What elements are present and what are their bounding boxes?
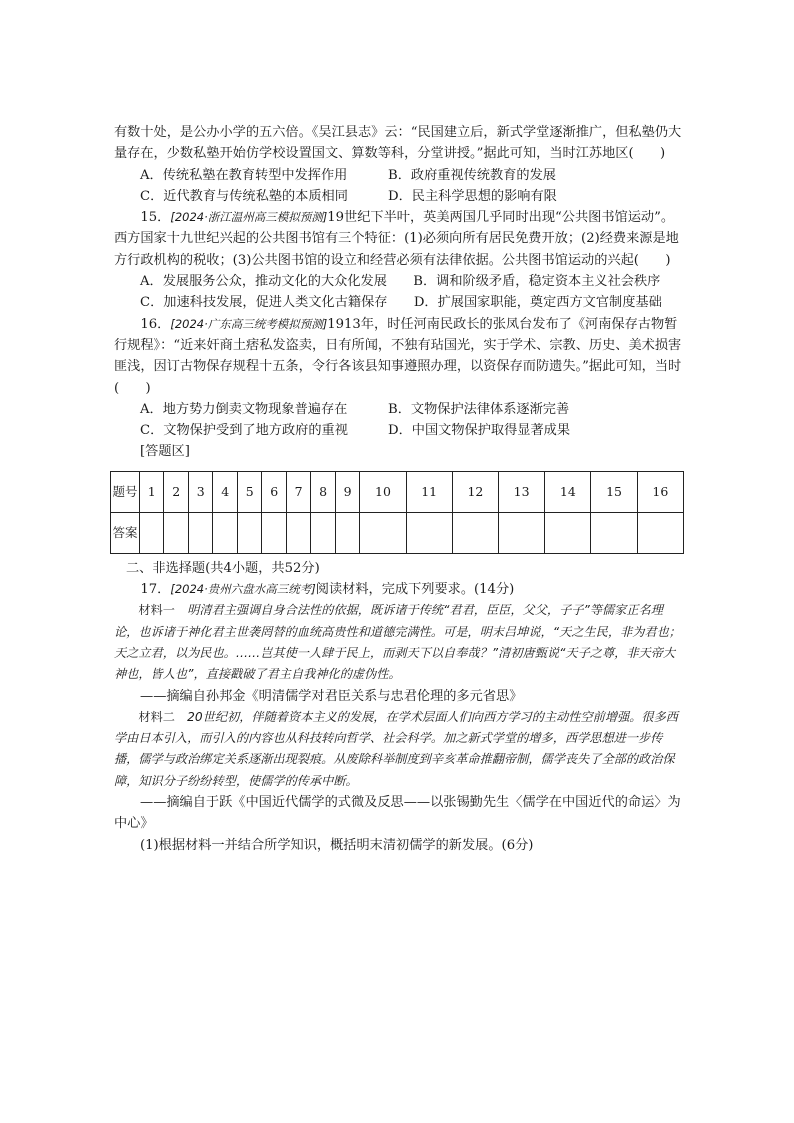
answer-table-number: 2	[164, 471, 188, 512]
answer-table-number: 15	[591, 471, 637, 512]
answer-cell[interactable]	[286, 512, 310, 553]
q16-stem	[114, 314, 686, 399]
exam-page	[114, 122, 686, 856]
q14-option-a[interactable]: A．传统私塾在教育转型中发挥作用	[140, 167, 348, 183]
material-1-text: 明清君主强调自身合法性的依据，既诉诸于传统“君君，臣臣，父父，子子”等儒家正名理论，也诉诸于神化君主世袭罔替的血统高贵性和道德完满性。可是，明末吕坤说，“天之生民，非为君也；天之立君，以为民也。……岂其使一人肆于民上，而剥天下以自奉哉？”清初唐甄说“天子之尊，非天帝大神也，皆人也”，直接戳破了君主自我神化的虚伪性。	[114, 603, 681, 682]
answer-cell[interactable]	[311, 512, 335, 553]
q17-sub-question-1: (1)根据材料一并结合所学知识，概括明末清初儒学的新发展。(6分)	[140, 837, 534, 853]
answer-table-number: 5	[237, 471, 261, 512]
answer-table	[110, 471, 684, 554]
q15-option-b-inline[interactable]: B．调和阶级矛盾，稳定资本主义社会秩序	[386, 274, 661, 290]
material-2-citation: ——摘编自于跃《中国近代儒学的式微及反思——以张锡勤先生〈儒学在中国近代的命运〉为中心》	[114, 795, 681, 832]
q17-material-2	[114, 707, 686, 792]
answer-table-number: 7	[286, 471, 310, 512]
material-2-text: 20世纪初，伴随着资本主义的发展，在学术层面人们向西方学习的主动性空前增强。很多西学由日本引入，而引入的内容也从科技转向哲学、社会科学。加之新式学堂的增多，西学思想进一步传播，儒学与政治绑定关系逐渐出现裂痕。从废除科举制度到辛亥革命推翻帝制，儒学丧失了全部的政治保障，知识分子纷纷转型，使儒学的传承中断。	[114, 709, 678, 788]
answer-table-number: 16	[637, 471, 683, 512]
answer-table-number: 13	[499, 471, 545, 512]
material-1-citation: ——摘编自孙邦金《明清儒学对君臣关系与忠君伦理的多元省思》	[140, 688, 523, 704]
answer-table-number: 8	[311, 471, 335, 512]
answer-cell[interactable]	[335, 512, 359, 553]
answer-cell[interactable]	[188, 512, 212, 553]
answer-cell[interactable]	[545, 512, 591, 553]
q17-material-1	[114, 600, 686, 685]
q14-tail-text: 有数十处，是公办小学的五六倍。《吴江县志》云：“民国建立后，新式学堂逐渐推广，但私塾仍大量存在，少数私塾开始仿学校设置国文、算数等科，分堂讲授。”据此可知，当时江苏地区( )	[114, 125, 682, 162]
answer-cell[interactable]	[452, 512, 498, 553]
q16-stem-text: 1913年，时任河南民政长的张凤台发布了《河南保存古物暂行规程》：“近来奸商土痞私发盗卖，日有所闻，不独有玷国光，实于学术、宗教、历史、美术损害匪浅，因订古物保存规程十五条，令行各该县知事遵照办理，以资保存而防遗失。”据此可知，当时( )	[114, 316, 682, 396]
material-1-label: 材料一	[138, 603, 175, 618]
q16-option-b[interactable]: B．文物保护法律体系逐渐完善	[388, 401, 570, 417]
answer-table-number: 14	[545, 471, 591, 512]
answer-cell[interactable]	[591, 512, 637, 553]
q16-number: 16．	[140, 316, 171, 332]
q15-option-a[interactable]: A．发展服务公众，推动文化的大众化发展 B．调和阶级矛盾，稳定资本主义社会秩序	[140, 274, 661, 290]
answer-table-number: 10	[360, 471, 406, 512]
q14-option-c[interactable]: C．近代教育与传统私塾的本质相同	[140, 188, 348, 204]
q17-source: [2024·贵州六盘水高三统考]	[170, 582, 316, 597]
q17-stem	[114, 579, 686, 600]
section2-title: 二、非选择题(共4小题，共52分)	[126, 560, 320, 576]
answer-table-answer-row	[111, 512, 684, 553]
q16-options-row-1	[114, 399, 686, 420]
answer-cell[interactable]	[262, 512, 286, 553]
q15-option-c[interactable]: C．加速科技发展，促进人类文化古籍保存 D．扩展国家职能，奠定西方文官制度基础	[140, 295, 662, 311]
answer-cell[interactable]	[237, 512, 261, 553]
answer-cell[interactable]	[140, 512, 164, 553]
q16-option-c[interactable]: C．文物保护受到了地方政府的重视	[140, 423, 348, 439]
answer-cell[interactable]	[406, 512, 452, 553]
q16-option-d[interactable]: D．中国文物保护取得显著成果	[388, 423, 571, 439]
q15-stem	[114, 207, 686, 271]
answer-cell[interactable]	[213, 512, 237, 553]
answer-table-number-row	[111, 471, 684, 512]
q15-option-d-inline[interactable]: D．扩展国家职能，奠定西方文官制度基础	[387, 295, 662, 311]
q15-stem-text: 19世纪下半叶，英美两国几乎同时出现“公共图书馆运动”。西方国家十九世纪兴起的公共图书馆有三个特征：(1)必须向所有居民免费开放；(2)经费来源是地方行政机构的税收；(3)公共图书馆的设立和经营必须有法律依据。公共图书馆运动的兴起( )	[114, 210, 679, 268]
q15-number: 15．	[140, 210, 171, 226]
material-2-label: 材料二	[138, 709, 175, 724]
answer-cell[interactable]	[360, 512, 406, 553]
answer-table-header-number: 题号	[111, 471, 140, 512]
answer-area-label: [答题区]	[140, 444, 190, 460]
answer-table-number: 3	[188, 471, 212, 512]
answer-table-header-answer: 答案	[111, 512, 140, 553]
answer-cell[interactable]	[164, 512, 188, 553]
answer-table-number: 9	[335, 471, 359, 512]
q16-option-a[interactable]: A．地方势力倒卖文物现象普遍存在	[140, 401, 348, 417]
answer-table-number: 1	[140, 471, 164, 512]
q15-source: [2024·浙江温州高三模拟预测]	[170, 210, 328, 225]
answer-table-number: 4	[213, 471, 237, 512]
q17-number: 17．	[140, 582, 171, 598]
q16-source: [2024·广东高三统考模拟预测]	[170, 316, 328, 331]
answer-cell[interactable]	[637, 512, 683, 553]
q14-options-row-2	[114, 186, 686, 207]
answer-cell[interactable]	[499, 512, 545, 553]
q17-stem-text: 阅读材料，完成下列要求。(14分)	[315, 582, 515, 598]
q16-options-row-2	[114, 420, 686, 441]
answer-table-number: 11	[406, 471, 452, 512]
q14-option-d[interactable]: D．民主科学思想的影响有限	[388, 188, 557, 204]
answer-table-number: 12	[452, 471, 498, 512]
q14-option-b[interactable]: B．政府重视传统教育的发展	[388, 167, 556, 183]
q14-options-row-1	[114, 165, 686, 186]
answer-table-number: 6	[262, 471, 286, 512]
